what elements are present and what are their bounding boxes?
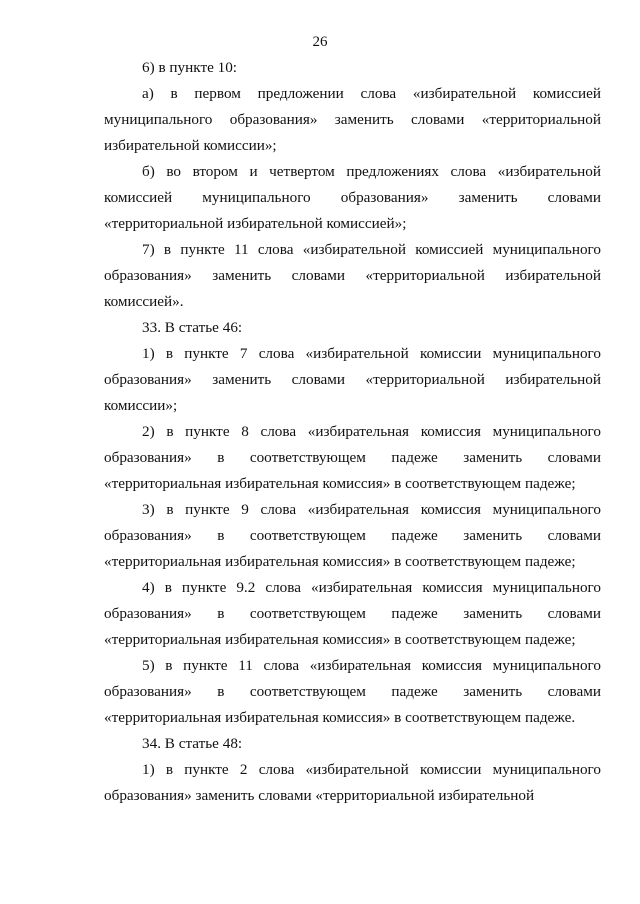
document-body — [104, 55, 601, 809]
paragraph-subitem-b: б) во втором и четвертом предложениях слова «избирательной комиссией муниципального образования» заменить словами «территориальной избирательной комиссией»; — [104, 163, 601, 232]
paragraph-art46-item-1: 1) в пункте 7 слова «избирательной комиссии муниципального образования» заменить словами «территориальной избирательной комиссии»; — [104, 345, 601, 414]
paragraph-item-6-heading: 6) в пункте 10: — [142, 59, 238, 76]
paragraph-art46-item-4: 4) в пункте 9.2 слова «избирательная комиссия муниципального образования» в соответствующем падеже заменить словами «территориальная избирательная комиссия» в соответствующем падеже; — [104, 579, 601, 648]
paragraph-art46-item-3: 3) в пункте 9 слова «избирательная комиссия муниципального образования» в соответствующем падеже заменить словами «территориальная избирательная комиссия» в соответствующем падеже; — [104, 501, 601, 570]
paragraph-art46-item-2: 2) в пункте 8 слова «избирательная комиссия муниципального образования» в соответствующем падеже заменить словами «территориальная избирательная комиссия» в соответствующем падеже; — [104, 423, 601, 492]
paragraph-art46-item-5: 5) в пункте 11 слова «избирательная комиссия муниципального образования» в соответствующем падеже заменить словами «территориальная избирательная комиссия» в соответствующем падеже. — [104, 657, 601, 726]
paragraph-art48-item-1: 1) в пункте 2 слова «избирательной комиссии муниципального образования» заменить словами «территориальной избирательной — [104, 761, 601, 804]
paragraph-article-34-heading: 34. В статье 48: — [142, 735, 243, 752]
page-number: 26 — [312, 34, 328, 50]
paragraph-article-33-heading: 33. В статье 46: — [142, 319, 243, 336]
paragraph-item-7: 7) в пункте 11 слова «избирательной комиссией муниципального образования» заменить словами «территориальной избирательной комиссией». — [104, 241, 601, 310]
paragraph-subitem-a: а) в первом предложении слова «избирательной комиссией муниципального образования» заменить словами «территориальной избирательной комиссии»; — [104, 85, 601, 154]
